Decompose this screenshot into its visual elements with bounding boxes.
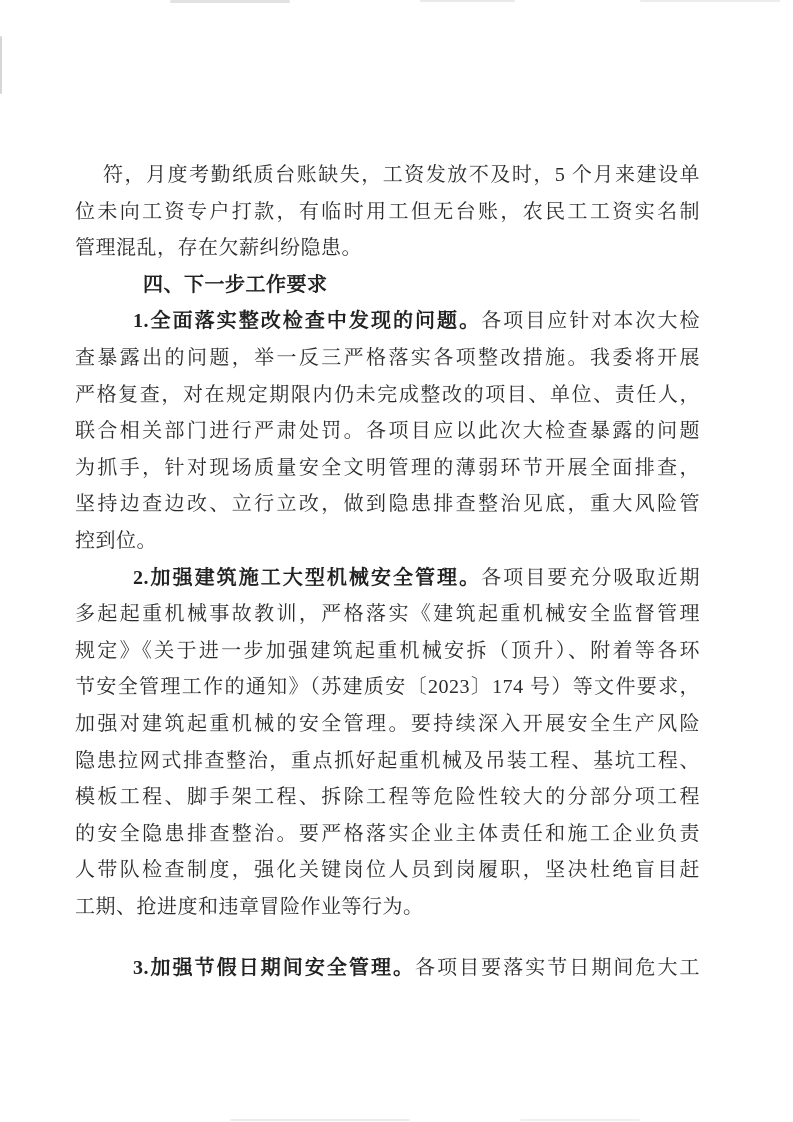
text-line xyxy=(75,560,700,597)
scan-artifact xyxy=(230,1119,410,1121)
text-line xyxy=(75,450,700,487)
scan-artifact xyxy=(170,0,290,3)
text-line xyxy=(75,523,700,560)
text-line xyxy=(75,340,700,377)
text-line xyxy=(75,194,700,231)
body-text: 严格复查，对在规定期限内仍未完成整改的项目、单位、责任人， xyxy=(75,383,700,406)
body-text: 联合相关部门进行严肃处罚。各项目应以此次大检查暴露的问题 xyxy=(75,420,700,443)
text-line xyxy=(75,852,700,889)
text-line xyxy=(75,706,700,743)
body-text: 各项目要落实节日期间危大工 xyxy=(415,957,701,980)
text-line xyxy=(75,596,700,633)
body-text: 为抓手，针对现场质量安全文明管理的薄弱环节开展全面排查， xyxy=(75,456,700,479)
body-text: 管理混乱，存在欠薪纠纷隐患。 xyxy=(75,237,362,260)
text-line xyxy=(75,157,700,194)
text-line xyxy=(75,230,700,267)
body-text: 控到位。 xyxy=(75,529,157,552)
text-line xyxy=(75,413,700,450)
text-line xyxy=(75,303,700,340)
emphasis-text: 1.全面落实整改检查中发现的问题。 xyxy=(133,310,482,333)
document-text xyxy=(75,157,700,987)
body-text: 的安全隐患排查整治。要严格落实企业主体责任和施工企业负责 xyxy=(75,822,700,845)
text-line xyxy=(75,950,700,987)
text-line xyxy=(75,779,700,816)
text-line xyxy=(75,743,700,780)
emphasis-text: 3.加强节假日期间安全管理。 xyxy=(133,957,416,980)
body-text: 加强对建筑起重机械的安全管理。要持续深入开展安全生产风险 xyxy=(75,712,700,735)
body-text: 坚持边查边改、立行立改，做到隐患排查整治见底，重大风险管 xyxy=(75,493,700,516)
text-line xyxy=(75,816,700,853)
scan-artifact xyxy=(0,36,2,94)
text-line xyxy=(75,486,700,523)
scan-artifact xyxy=(420,0,515,2)
section-heading xyxy=(75,267,700,304)
emphasis-text: 2.加强建筑施工大型机械安全管理。 xyxy=(133,566,482,589)
body-text: 规定》《关于进一步加强建筑起重机械安拆（顶升）、附着等各环 xyxy=(75,639,700,662)
text-line xyxy=(75,377,700,414)
text-line xyxy=(75,669,700,706)
emphasis-text: 四、下一步工作要求 xyxy=(143,273,328,296)
body-text: 隐患拉网式排查整治，重点抓好起重机械及吊装工程、基坑工程、 xyxy=(75,749,700,772)
scan-artifact xyxy=(640,0,780,2)
text-line xyxy=(75,889,700,926)
body-text: 位未向工资专户打款，有临时用工但无台账，农民工工资实名制 xyxy=(75,200,700,223)
body-text: 多起起重机械事故教训，严格落实《建筑起重机械安全监督管理 xyxy=(75,603,700,626)
body-text: 模板工程、脚手架工程、拆除工程等危险性较大的分部分项工程 xyxy=(75,786,700,809)
body-text: 各项目应针对本次大检 xyxy=(481,310,701,333)
body-text: 各项目要充分吸取近期 xyxy=(481,566,701,589)
body-text: 工期、抢进度和违章冒险作业等行为。 xyxy=(75,895,424,918)
scan-artifact xyxy=(520,1119,640,1121)
body-text: 人带队检查制度，强化关键岗位人员到岗履职，坚决杜绝盲目赶 xyxy=(75,859,700,882)
body-text: 节安全管理工作的通知》（苏建质安〔2023〕174 号）等文件要求， xyxy=(75,676,700,699)
text-line xyxy=(75,633,700,670)
body-text: 查暴露出的问题，举一反三严格落实各项整改措施。我委将开展 xyxy=(75,346,700,369)
body-text: 符，月度考勤纸质台账缺失，工资发放不及时，5 个月来建设单 xyxy=(103,164,700,186)
